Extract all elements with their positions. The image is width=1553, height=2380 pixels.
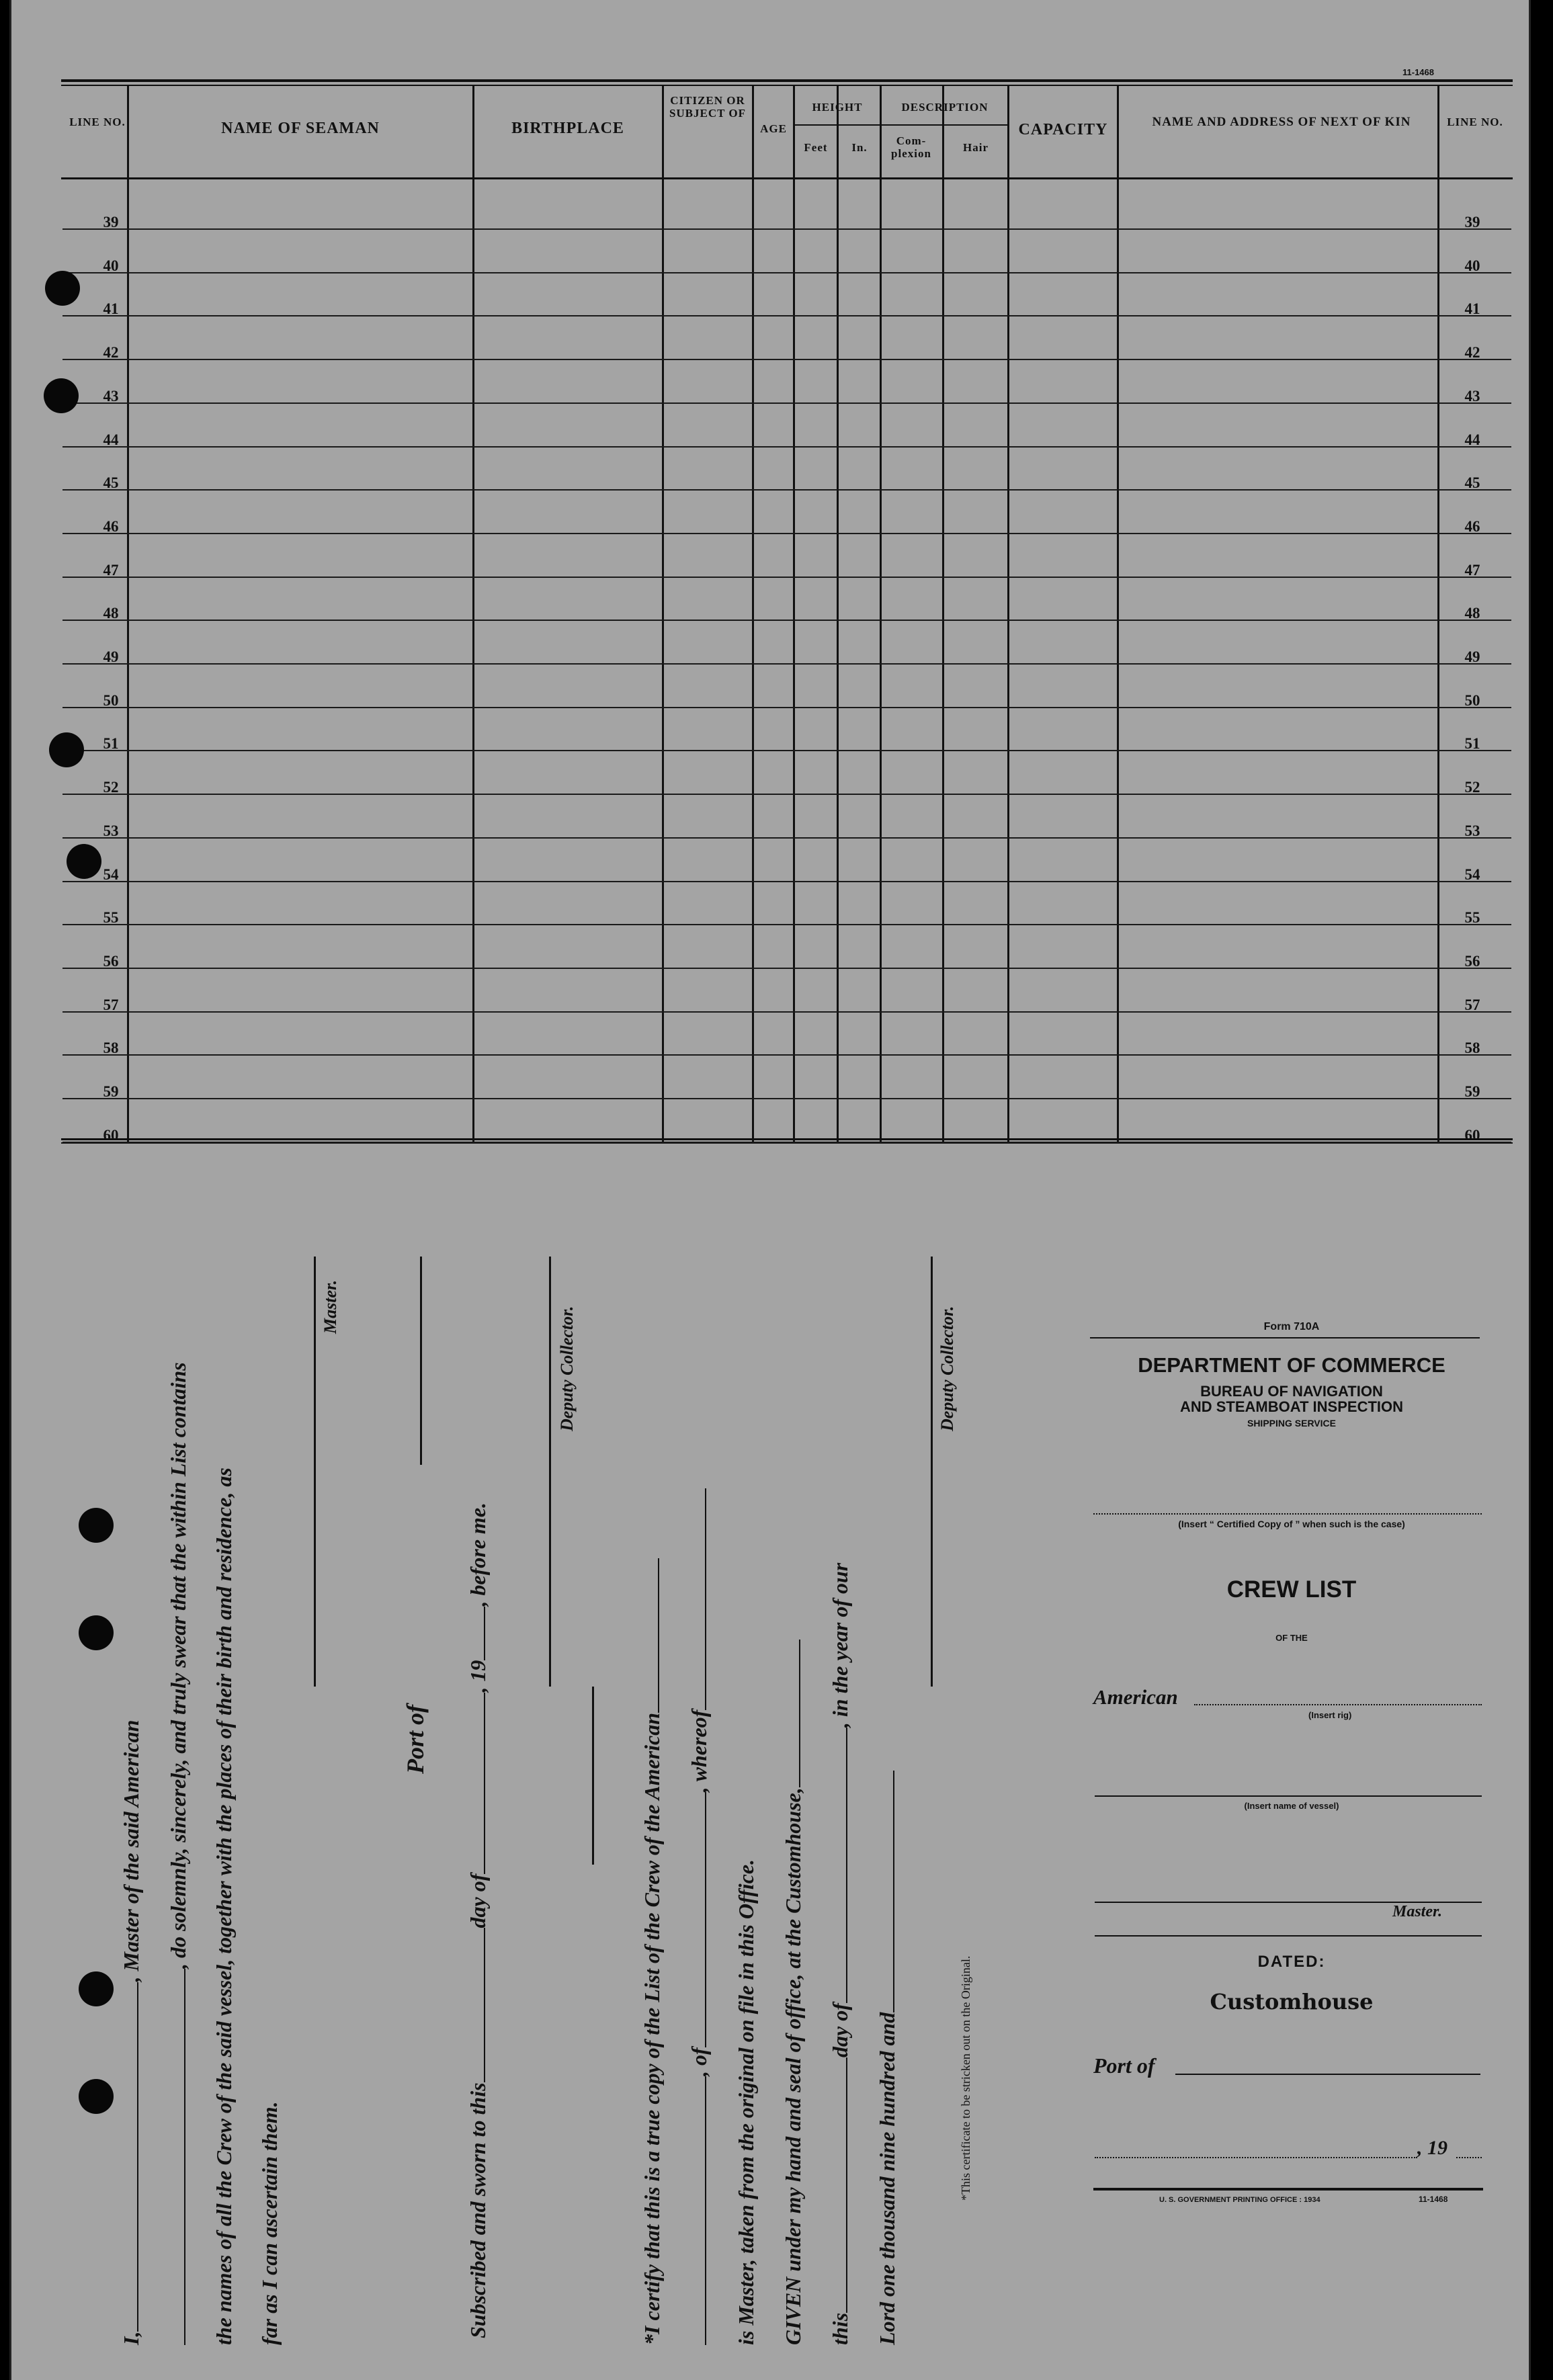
form-code-top: 11-1468 bbox=[1402, 67, 1434, 77]
insert-vessel-note: (Insert name of vessel) bbox=[1244, 1801, 1339, 1811]
header-birthplace: BIRTHPLACE bbox=[511, 120, 624, 137]
oath-line-2: , do solemnly, sincerely, and truly swear that the within List contains bbox=[166, 1362, 191, 2345]
oath-line-3: the names of all the Crew of the said vessel, together with the places of their birth and residence, as bbox=[212, 1468, 236, 2345]
row-number-left: 42 bbox=[103, 344, 119, 362]
insert-certified-note: (Insert “ Certified Copy of ” when such is the case) bbox=[1178, 1519, 1405, 1529]
row-number-right: 48 bbox=[1464, 605, 1480, 622]
table-row[interactable] bbox=[62, 837, 1511, 839]
row-number-right: 39 bbox=[1464, 214, 1480, 230]
cover-master-label: Master. bbox=[1392, 1903, 1443, 1920]
punch-hole bbox=[79, 1508, 114, 1543]
row-number-left: 48 bbox=[103, 605, 119, 622]
header-capacity: CAPACITY bbox=[1018, 121, 1108, 138]
row-number-left: 55 bbox=[103, 909, 119, 927]
row-number-right: 56 bbox=[1464, 952, 1480, 970]
bureau-line-2: AND STEAMBOAT INSPECTION bbox=[1179, 1398, 1404, 1415]
table-row[interactable] bbox=[62, 228, 1511, 230]
table-row[interactable] bbox=[62, 489, 1511, 491]
table-row[interactable] bbox=[62, 707, 1511, 708]
row-number-left: 59 bbox=[103, 1083, 119, 1100]
punch-hole bbox=[45, 271, 80, 306]
header-next-of-kin: NAME AND ADDRESS OF NEXT OF KIN bbox=[1152, 115, 1411, 129]
row-number-left: 52 bbox=[103, 779, 119, 796]
cert-line-4: GIVEN under my hand and seal of office, at the Customhouse, bbox=[781, 1640, 806, 2345]
punch-hole bbox=[79, 1615, 114, 1650]
table-row[interactable] bbox=[62, 359, 1511, 360]
oath-line-1: I,, Master of the said American bbox=[119, 1719, 143, 2345]
cert-line-3: is Master, taken from the original on file in this Office. bbox=[734, 1859, 758, 2345]
row-number-right: 60 bbox=[1464, 1126, 1480, 1144]
row-number-left: 50 bbox=[103, 691, 119, 709]
row-number-left: 58 bbox=[103, 1039, 119, 1057]
row-number-right: 41 bbox=[1464, 300, 1480, 318]
oath-master-label: Master. bbox=[321, 1279, 340, 1334]
year-line[interactable] bbox=[1456, 2157, 1482, 2158]
master-signature-line bbox=[314, 1257, 316, 1687]
cert-line-1: *I certify that this is a true copy of the List of the Crew of the American bbox=[640, 1558, 665, 2345]
port-line bbox=[420, 1257, 422, 1465]
printer-imprint: U. S. GOVERNMENT PRINTING OFFICE : 1934 bbox=[1159, 2196, 1320, 2204]
table-row[interactable] bbox=[62, 663, 1511, 665]
row-number-left: 46 bbox=[103, 517, 119, 535]
table-row[interactable] bbox=[62, 1142, 1511, 1143]
form-number: Form 710A bbox=[1263, 1321, 1320, 1332]
table-row[interactable] bbox=[62, 620, 1511, 621]
row-number-left: 44 bbox=[103, 431, 119, 448]
table-row[interactable] bbox=[62, 1011, 1511, 1013]
bureau-line-1: BUREAU OF NAVIGATION bbox=[1200, 1383, 1383, 1400]
certified-copy-line[interactable] bbox=[1093, 1513, 1482, 1515]
row-number-right: 42 bbox=[1464, 344, 1480, 362]
table-bottom-rule bbox=[61, 1138, 1513, 1140]
row-number-right: 55 bbox=[1464, 909, 1480, 927]
master-rule-lower bbox=[1095, 1935, 1482, 1937]
shipping-service: SHIPPING SERVICE bbox=[1247, 1418, 1336, 1429]
header-feet: Feet bbox=[804, 141, 828, 154]
row-number-left: 60 bbox=[103, 1126, 119, 1144]
row-number-right: 46 bbox=[1464, 517, 1480, 535]
cert-line-6: Lord one thousand nine hundred and bbox=[875, 1771, 900, 2345]
row-number-right: 50 bbox=[1464, 691, 1480, 709]
row-number-left: 43 bbox=[103, 387, 119, 405]
table-row[interactable] bbox=[62, 1098, 1511, 1099]
row-number-left: 41 bbox=[103, 300, 119, 318]
cert-deputy-signature-line bbox=[931, 1257, 933, 1687]
table-row[interactable] bbox=[62, 968, 1511, 969]
cover-port-of: Port of bbox=[1093, 2053, 1155, 2078]
cover-port-line[interactable] bbox=[1175, 2074, 1480, 2075]
seal-line bbox=[592, 1687, 594, 1865]
row-number-left: 47 bbox=[103, 561, 119, 579]
header-age: AGE bbox=[760, 122, 787, 135]
header-inches: In. bbox=[851, 141, 868, 154]
date-line[interactable] bbox=[1095, 2157, 1417, 2158]
table-row[interactable] bbox=[62, 750, 1511, 751]
header-height: HEIGHT bbox=[812, 101, 863, 114]
row-number-right: 53 bbox=[1464, 822, 1480, 839]
row-number-right: 51 bbox=[1464, 735, 1480, 753]
row-number-right: 47 bbox=[1464, 561, 1480, 579]
row-number-right: 54 bbox=[1464, 865, 1480, 883]
crew-list-page bbox=[9, 0, 1531, 2380]
row-number-right: 52 bbox=[1464, 779, 1480, 796]
header-hair: Hair bbox=[963, 141, 989, 154]
row-number-left: 49 bbox=[103, 648, 119, 665]
punch-hole bbox=[67, 844, 101, 879]
header-complexion: Com- plexion bbox=[891, 134, 931, 160]
row-number-right: 43 bbox=[1464, 387, 1480, 405]
insert-rig-note: (Insert rig) bbox=[1308, 1710, 1352, 1720]
punch-hole bbox=[49, 732, 84, 767]
row-number-right: 45 bbox=[1464, 474, 1480, 492]
row-number-right: 59 bbox=[1464, 1083, 1480, 1100]
table-row[interactable] bbox=[62, 402, 1511, 404]
rig-line[interactable] bbox=[1194, 1704, 1482, 1705]
row-number-right: 58 bbox=[1464, 1039, 1480, 1057]
table-row[interactable] bbox=[62, 315, 1511, 316]
table-row[interactable] bbox=[62, 881, 1511, 882]
cover-form-code: 11-1468 bbox=[1419, 2195, 1448, 2204]
cert-deputy-collector: Deputy Collector. bbox=[937, 1306, 957, 1431]
header-bottom-rule bbox=[61, 177, 1513, 179]
table-row[interactable] bbox=[62, 533, 1511, 534]
header-citizen: CITIZEN OR SUBJECT OF bbox=[669, 94, 747, 120]
row-number-right: 40 bbox=[1464, 257, 1480, 274]
table-row[interactable] bbox=[62, 272, 1511, 273]
row-number-right: 49 bbox=[1464, 648, 1480, 665]
row-number-right: 57 bbox=[1464, 996, 1480, 1013]
table-row[interactable] bbox=[62, 577, 1511, 578]
of-the: OF THE bbox=[1275, 1633, 1308, 1643]
row-number-left: 53 bbox=[103, 822, 119, 839]
header-line-no: LINE NO. bbox=[69, 116, 126, 128]
row-number-left: 39 bbox=[103, 214, 119, 230]
table-top-rule bbox=[61, 79, 1513, 82]
table-top-rule-inner bbox=[61, 85, 1513, 86]
header-name-of-seaman: NAME OF SEAMAN bbox=[221, 120, 380, 137]
row-number-right: 44 bbox=[1464, 431, 1480, 448]
dated-label: DATED: bbox=[1257, 1953, 1326, 1971]
oath-deputy-collector: Deputy Collector. bbox=[557, 1306, 577, 1431]
row-number-left: 56 bbox=[103, 952, 119, 970]
punch-hole bbox=[79, 1971, 114, 2006]
cover-bottom-rule bbox=[1093, 2188, 1483, 2191]
cert-line-5: thisday of, in the year of our bbox=[828, 1562, 852, 2345]
table-row[interactable] bbox=[62, 794, 1511, 795]
year-label: , 19 bbox=[1417, 2137, 1447, 2159]
row-number-left: 45 bbox=[103, 474, 119, 492]
table-row[interactable] bbox=[62, 446, 1511, 448]
oath-subscribed: Subscribed and sworn to thisday of, 19, before me. bbox=[466, 1502, 490, 2338]
punch-hole bbox=[44, 378, 79, 413]
cert-footnote: *This certificate to be stricken out on the Original. bbox=[959, 1955, 972, 2201]
punch-hole bbox=[79, 2079, 114, 2114]
oath-line-4: far as I can ascertain them. bbox=[257, 2101, 282, 2345]
vessel-name-line[interactable] bbox=[1095, 1795, 1482, 1797]
crew-list-title: CREW LIST bbox=[1226, 1576, 1357, 1603]
oath-port-of: Port of bbox=[402, 1705, 429, 1774]
cover-top-rule bbox=[1090, 1337, 1480, 1338]
row-number-left: 40 bbox=[103, 257, 119, 274]
customhouse-label: Customhouse bbox=[1210, 1989, 1374, 2014]
header-description: DESCRIPTION bbox=[901, 101, 989, 114]
cert-line-2: , of, whereof bbox=[687, 1488, 712, 2345]
table-row[interactable] bbox=[62, 924, 1511, 925]
table-row[interactable] bbox=[62, 1054, 1511, 1056]
header-line-no-right: LINE NO. bbox=[1447, 116, 1503, 128]
row-number-left: 57 bbox=[103, 996, 119, 1013]
deputy-signature-line bbox=[549, 1257, 551, 1687]
row-number-left: 51 bbox=[103, 735, 119, 753]
row-number-left: 54 bbox=[103, 865, 119, 883]
american-label: American bbox=[1093, 1685, 1178, 1709]
department: DEPARTMENT OF COMMERCE bbox=[1138, 1353, 1445, 1377]
